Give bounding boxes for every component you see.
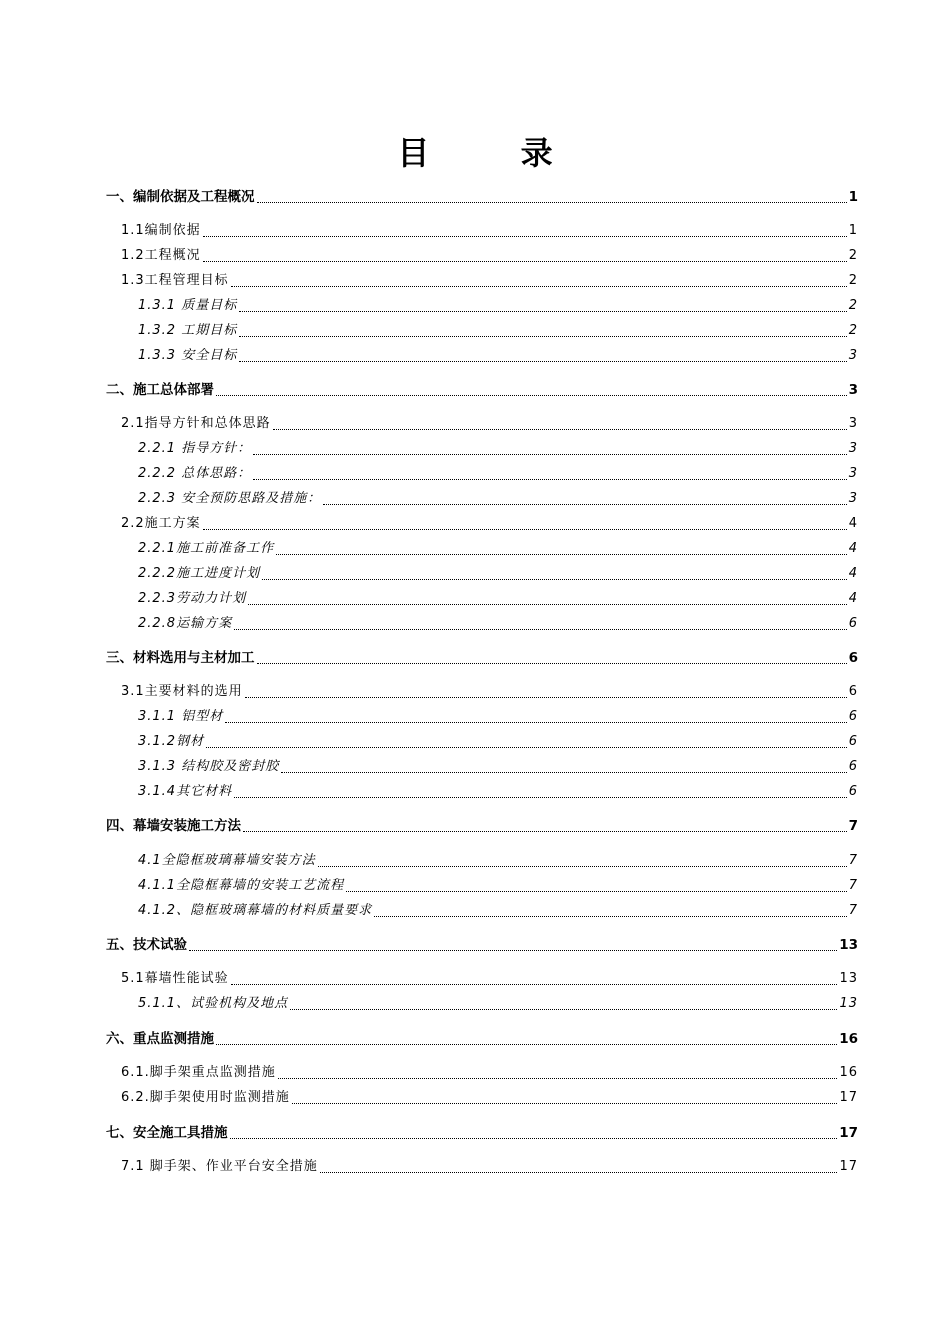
toc-entry-label: 4.1全隐框玻璃幕墙安装方法 (138, 853, 316, 868)
toc-leader-dots (318, 851, 847, 867)
toc-leader-dots (216, 1029, 837, 1045)
toc-entry[interactable] (106, 188, 858, 206)
toc-leader-dots (189, 935, 837, 951)
toc-entry-label: 2.2.1 指导方针： (138, 441, 252, 456)
toc-entry-label: 五、技术试验 (106, 937, 187, 953)
toc-leader-dots (248, 589, 847, 605)
toc-entry-label: 3.1.2钢材 (138, 734, 205, 749)
toc-entry[interactable] (138, 540, 858, 558)
toc-entry-page: 2 (848, 248, 858, 263)
toc-entry[interactable] (138, 322, 858, 340)
toc-entry[interactable] (138, 783, 858, 801)
toc-entry-label: 1.3.3 安全目标 (138, 348, 238, 363)
toc-leader-dots (323, 489, 847, 505)
toc-entry-page: 7 (848, 903, 858, 918)
toc-entry[interactable] (138, 297, 858, 315)
toc-entry-page: 16 (839, 1031, 858, 1047)
toc-leader-dots (281, 757, 847, 773)
toc-entry-page: 1 (848, 189, 858, 205)
toc-entry[interactable] (138, 347, 858, 365)
toc-entry-page: 6 (848, 709, 858, 724)
toc-leader-dots (239, 321, 847, 337)
toc-entry[interactable] (138, 733, 858, 751)
toc-entry-label: 1.2工程概况 (121, 248, 201, 263)
toc-leader-dots (290, 994, 837, 1010)
toc-entry[interactable] (106, 936, 858, 954)
toc-leader-dots (239, 296, 847, 312)
toc-entry-page: 17 (839, 1125, 858, 1141)
toc-entry[interactable] (121, 272, 858, 290)
toc-entry-page: 4 (848, 516, 858, 531)
toc-entry[interactable] (121, 515, 858, 533)
toc-entry-page: 2 (848, 298, 858, 313)
toc-entry[interactable] (121, 1089, 858, 1107)
toc-entry-page: 3 (848, 348, 858, 363)
toc-leader-dots (234, 614, 847, 630)
toc-entry-label: 1.3.2 工期目标 (138, 323, 238, 338)
toc-leader-dots (216, 380, 847, 396)
toc-leader-dots (257, 187, 847, 203)
toc-entry[interactable] (106, 381, 858, 399)
toc-entry-page: 16 (839, 1065, 858, 1080)
toc-leader-dots (239, 346, 847, 362)
toc-entry-page: 13 (839, 971, 858, 986)
toc-entry[interactable] (138, 615, 858, 633)
toc-leader-dots (203, 246, 847, 262)
toc-entry[interactable] (106, 1124, 858, 1142)
toc-entry-page: 3 (848, 382, 858, 398)
toc-entry-page: 4 (848, 566, 858, 581)
page-title: 目 录 (397, 134, 593, 172)
toc-entry[interactable] (121, 1064, 858, 1082)
toc-leader-dots (203, 514, 847, 530)
toc-leader-dots (245, 682, 847, 698)
toc-entry-page: 17 (839, 1159, 858, 1174)
toc-entry-label: 三、材料选用与主材加工 (106, 650, 255, 666)
toc-entry[interactable] (121, 415, 858, 433)
toc-entry[interactable] (138, 902, 858, 920)
toc-entry-page: 6 (848, 684, 858, 699)
toc-entry[interactable] (138, 758, 858, 776)
toc-entry-page: 3 (848, 491, 858, 506)
toc-leader-dots (262, 564, 847, 580)
toc-entry-page: 2 (848, 273, 858, 288)
toc-entry[interactable] (138, 465, 858, 483)
toc-entry[interactable] (138, 877, 858, 895)
toc-leader-dots (346, 876, 847, 892)
toc-leader-dots (253, 439, 847, 455)
toc-entry-label: 二、施工总体部署 (106, 382, 214, 398)
toc-leader-dots (273, 414, 847, 430)
toc-entry-label: 1.1编制依据 (121, 223, 201, 238)
toc-entry-page: 3 (848, 466, 858, 481)
toc-entry-page: 17 (839, 1090, 858, 1105)
toc-entry[interactable] (121, 222, 858, 240)
toc-entry[interactable] (138, 565, 858, 583)
toc-entry-label: 6.2.脚手架使用时监测措施 (121, 1090, 290, 1105)
toc-entry-label: 2.2.2 总体思路： (138, 466, 252, 481)
toc-leader-dots (225, 707, 847, 723)
toc-leader-dots (292, 1088, 838, 1104)
toc-entry-label: 2.2.1施工前准备工作 (138, 541, 275, 556)
toc-entry-page: 7 (848, 878, 858, 893)
toc-entry[interactable] (138, 490, 858, 508)
toc-entry[interactable] (106, 817, 858, 835)
toc-entry-page: 6 (848, 616, 858, 631)
toc-entry[interactable] (138, 852, 858, 870)
toc-leader-dots (320, 1157, 838, 1173)
toc-entry-label: 3.1主要材料的选用 (121, 684, 243, 699)
toc-entry-page: 6 (848, 759, 858, 774)
toc-entry-label: 2.2施工方案 (121, 516, 201, 531)
toc-entry-label: 1.3工程管理目标 (121, 273, 229, 288)
toc-entry[interactable] (138, 440, 858, 458)
toc-entry-label: 2.2.3 安全预防思路及措施： (138, 491, 322, 506)
toc-entry-label: 6.1.脚手架重点监测措施 (121, 1065, 276, 1080)
toc-leader-dots (278, 1063, 838, 1079)
toc-entry[interactable] (138, 708, 858, 726)
toc-entry-page: 6 (848, 734, 858, 749)
toc-entry-label: 4.1.2、隐框玻璃幕墙的材料质量要求 (138, 903, 373, 918)
toc-entry-page: 3 (848, 416, 858, 431)
toc-leader-dots (231, 969, 838, 985)
toc-leader-dots (206, 732, 847, 748)
toc-entry-page: 3 (848, 441, 858, 456)
toc-entry-label: 1.3.1 质量目标 (138, 298, 238, 313)
toc-entry-page: 4 (848, 541, 858, 556)
toc-leader-dots (253, 464, 847, 480)
toc-entry-page: 6 (848, 784, 858, 799)
toc-entry-label: 2.1指导方针和总体思路 (121, 416, 271, 431)
toc-entry-page: 7 (848, 853, 858, 868)
toc-entry-label: 3.1.3 结构胶及密封胶 (138, 759, 280, 774)
toc-leader-dots (231, 271, 847, 287)
toc-entry-label: 7.1 脚手架、作业平台安全措施 (121, 1159, 318, 1174)
toc-entry-page: 6 (848, 650, 858, 666)
toc-entry[interactable] (138, 590, 858, 608)
toc-entry-label: 5.1幕墙性能试验 (121, 971, 229, 986)
toc-entry-page: 13 (839, 937, 858, 953)
toc-leader-dots (234, 782, 847, 798)
toc-entry[interactable] (106, 649, 858, 667)
toc-leader-dots (243, 816, 847, 832)
toc-leader-dots (203, 221, 847, 237)
toc-entry-label: 3.1.4其它材料 (138, 784, 233, 799)
toc-entry-label: 2.2.8运输方案 (138, 616, 233, 631)
toc-entry-page: 7 (848, 818, 858, 834)
toc-leader-dots (257, 648, 847, 664)
toc-entry-label: 2.2.2施工进度计划 (138, 566, 261, 581)
toc-entry-label: 六、重点监测措施 (106, 1031, 214, 1047)
toc-entry-page: 13 (839, 996, 858, 1011)
toc-entry[interactable] (121, 683, 858, 701)
toc-entry[interactable] (106, 1030, 858, 1048)
toc-entry-page: 4 (848, 591, 858, 606)
toc-entry-label: 一、编制依据及工程概况 (106, 189, 255, 205)
toc-entry-label: 4.1.1全隐框幕墙的安装工艺流程 (138, 878, 345, 893)
toc-entry[interactable] (121, 970, 858, 988)
toc-entry[interactable] (138, 995, 858, 1013)
toc-entry-label: 3.1.1 铝型材 (138, 709, 224, 724)
toc-entry-label: 七、安全施工具措施 (106, 1125, 228, 1141)
toc-entry-page: 2 (848, 323, 858, 338)
toc-leader-dots (230, 1123, 838, 1139)
toc-leader-dots (276, 539, 847, 555)
toc-entry-label: 5.1.1、试验机构及地点 (138, 996, 289, 1011)
toc-entry-label: 2.2.3劳动力计划 (138, 591, 247, 606)
toc-entry-page: 1 (848, 223, 858, 238)
toc-entry-label: 四、幕墙安装施工方法 (106, 818, 241, 834)
toc-entry[interactable] (121, 247, 858, 265)
toc-entry[interactable] (121, 1158, 858, 1176)
toc-leader-dots (374, 901, 847, 917)
